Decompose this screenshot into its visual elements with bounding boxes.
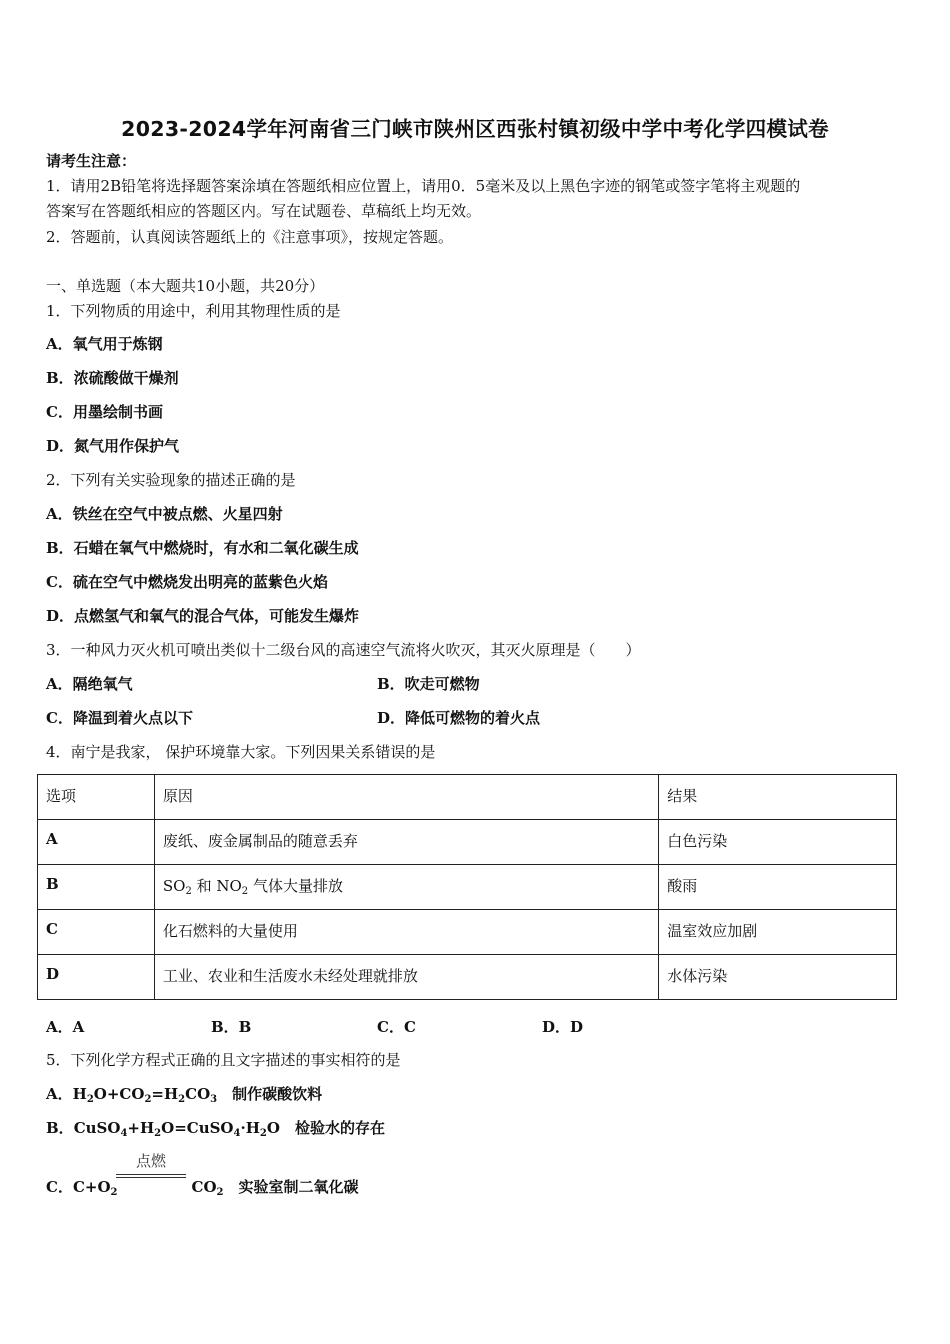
row-result: 水体污染 bbox=[659, 955, 897, 1000]
equals-bar-top bbox=[116, 1174, 186, 1175]
row-option: B bbox=[38, 865, 155, 910]
q4-option-b: B．B bbox=[211, 1018, 252, 1036]
notice-item-1b: 答案写在答题纸相应的答题区内。写在试题卷、草稿纸上均无效。 bbox=[46, 202, 482, 220]
notice-item-1a: 1．请用2B铅笔将选择题答案涂填在答题纸相应位置上，请用0．5毫米及以上黑色字迹的钢笔或签字笔将主观题的 bbox=[46, 177, 801, 195]
row-cause: 废纸、废金属制品的随意丢弃 bbox=[154, 820, 658, 865]
subscript: 2 bbox=[110, 1187, 118, 1198]
formula-part: H bbox=[72, 1085, 87, 1103]
header-result: 结果 bbox=[659, 775, 897, 820]
formula-part: 气体大量排放 bbox=[248, 877, 343, 895]
formula-part: =H bbox=[151, 1085, 179, 1103]
formula-part: C+O bbox=[72, 1178, 111, 1196]
subscript: 2 bbox=[185, 886, 192, 897]
header-option: 选项 bbox=[38, 775, 155, 820]
q4-option-c: C．C bbox=[377, 1018, 416, 1036]
table-row bbox=[38, 910, 897, 955]
q5-option-b bbox=[46, 1118, 385, 1144]
option-description: 实验室制二氧化碳 bbox=[223, 1178, 359, 1196]
row-cause: 化石燃料的大量使用 bbox=[154, 910, 658, 955]
formula-part: CO bbox=[185, 1085, 211, 1103]
subscript: 2 bbox=[86, 1094, 94, 1105]
formula-part: O+CO bbox=[93, 1085, 145, 1103]
notice-heading: 请考生注意： bbox=[46, 152, 137, 170]
table-row bbox=[38, 865, 897, 910]
q3-option-d: D．降低可燃物的着火点 bbox=[377, 709, 541, 727]
notice-item-2: 2．答题前，认真阅读答题纸上的《注意事项》，按规定答题。 bbox=[46, 228, 454, 246]
formula-part: 和 NO bbox=[191, 877, 242, 895]
row-result: 白色污染 bbox=[659, 820, 897, 865]
row-option: A bbox=[38, 820, 155, 865]
formula-part: ·H bbox=[240, 1119, 260, 1137]
row-result: 酸雨 bbox=[659, 865, 897, 910]
subscript: 2 bbox=[259, 1128, 267, 1139]
option-label: A． bbox=[46, 1085, 73, 1103]
subscript: 2 bbox=[241, 886, 249, 897]
formula-part: O bbox=[266, 1119, 280, 1137]
q2-option-b: B．石蜡在氧气中燃烧时，有水和二氧化碳生成 bbox=[46, 539, 359, 557]
subscript: 4 bbox=[120, 1128, 128, 1139]
header-cause: 原因 bbox=[154, 775, 658, 820]
q4-stem: 4．南宁是我家， 保护环境靠大家。下列因果关系错误的是 bbox=[46, 743, 436, 761]
formula-part: SO bbox=[162, 877, 186, 895]
subscript: 4 bbox=[233, 1128, 241, 1139]
q5-option-c bbox=[46, 1177, 359, 1203]
q1-stem: 1．下列物质的用途中，利用其物理性质的是 bbox=[46, 302, 341, 320]
section-heading: 一、单选题（本大题共10小题，共20分） bbox=[46, 277, 325, 295]
q1-option-b: B．浓硫酸做干燥剂 bbox=[46, 369, 179, 387]
reaction-condition bbox=[116, 1150, 186, 1178]
formula-part: +H bbox=[127, 1119, 155, 1137]
subscript: 2 bbox=[178, 1094, 186, 1105]
formula-part: CO bbox=[191, 1178, 217, 1196]
q4-option-a: A．A bbox=[46, 1018, 85, 1036]
q3-option-a: A．隔绝氧气 bbox=[46, 675, 133, 693]
table-header-row bbox=[38, 775, 897, 820]
formula-part: O=CuSO bbox=[161, 1119, 234, 1137]
subscript: 2 bbox=[144, 1094, 152, 1105]
subscript: 2 bbox=[154, 1128, 162, 1139]
table-row bbox=[38, 955, 897, 1000]
q4-table bbox=[37, 774, 897, 1000]
q1-option-a: A．氧气用于炼钢 bbox=[46, 335, 163, 353]
q5-option-a bbox=[46, 1084, 322, 1110]
row-option: C bbox=[38, 910, 155, 955]
condition-text: 点燃 bbox=[135, 1152, 166, 1170]
option-label: B． bbox=[46, 1119, 74, 1137]
q1-option-d: D．氮气用作保护气 bbox=[46, 437, 180, 455]
table-row bbox=[38, 820, 897, 865]
q2-option-a: A．铁丝在空气中被点燃、火星四射 bbox=[46, 505, 283, 523]
subscript: 2 bbox=[216, 1187, 224, 1198]
row-result: 温室效应加剧 bbox=[659, 910, 897, 955]
option-description: 制作碳酸饮料 bbox=[217, 1085, 323, 1103]
formula-part: CuSO bbox=[73, 1119, 121, 1137]
q2-option-d: D．点燃氢气和氧气的混合气体，可能发生爆炸 bbox=[46, 607, 360, 625]
q4-option-d: D．D bbox=[542, 1018, 584, 1036]
q2-stem: 2．下列有关实验现象的描述正确的是 bbox=[46, 471, 296, 489]
q3-stem: 3．一种风力灭火机可喷出类似十二级台风的高速空气流将火吹灭，其灭火原理是（ ） bbox=[46, 641, 641, 659]
option-description: 检验水的存在 bbox=[279, 1119, 385, 1137]
row-cause: 工业、农业和生活废水未经处理就排放 bbox=[154, 955, 658, 1000]
page-title: 2023-2024学年河南省三门峡市陕州区西张村镇初级中学中考化学四模试卷 bbox=[121, 117, 829, 141]
subscript: 3 bbox=[210, 1094, 218, 1105]
q3-option-b: B．吹走可燃物 bbox=[377, 675, 480, 693]
q3-option-c: C．降温到着火点以下 bbox=[46, 709, 193, 727]
q2-option-c: C．硫在空气中燃烧发出明亮的蓝紫色火焰 bbox=[46, 573, 328, 591]
q5-stem: 5．下列化学方程式正确的且文字描述的事实相符的是 bbox=[46, 1051, 401, 1069]
option-label: C． bbox=[46, 1178, 73, 1196]
q1-option-c: C．用墨绘制书画 bbox=[46, 403, 163, 421]
row-option: D bbox=[38, 955, 155, 1000]
row-cause bbox=[154, 865, 658, 910]
